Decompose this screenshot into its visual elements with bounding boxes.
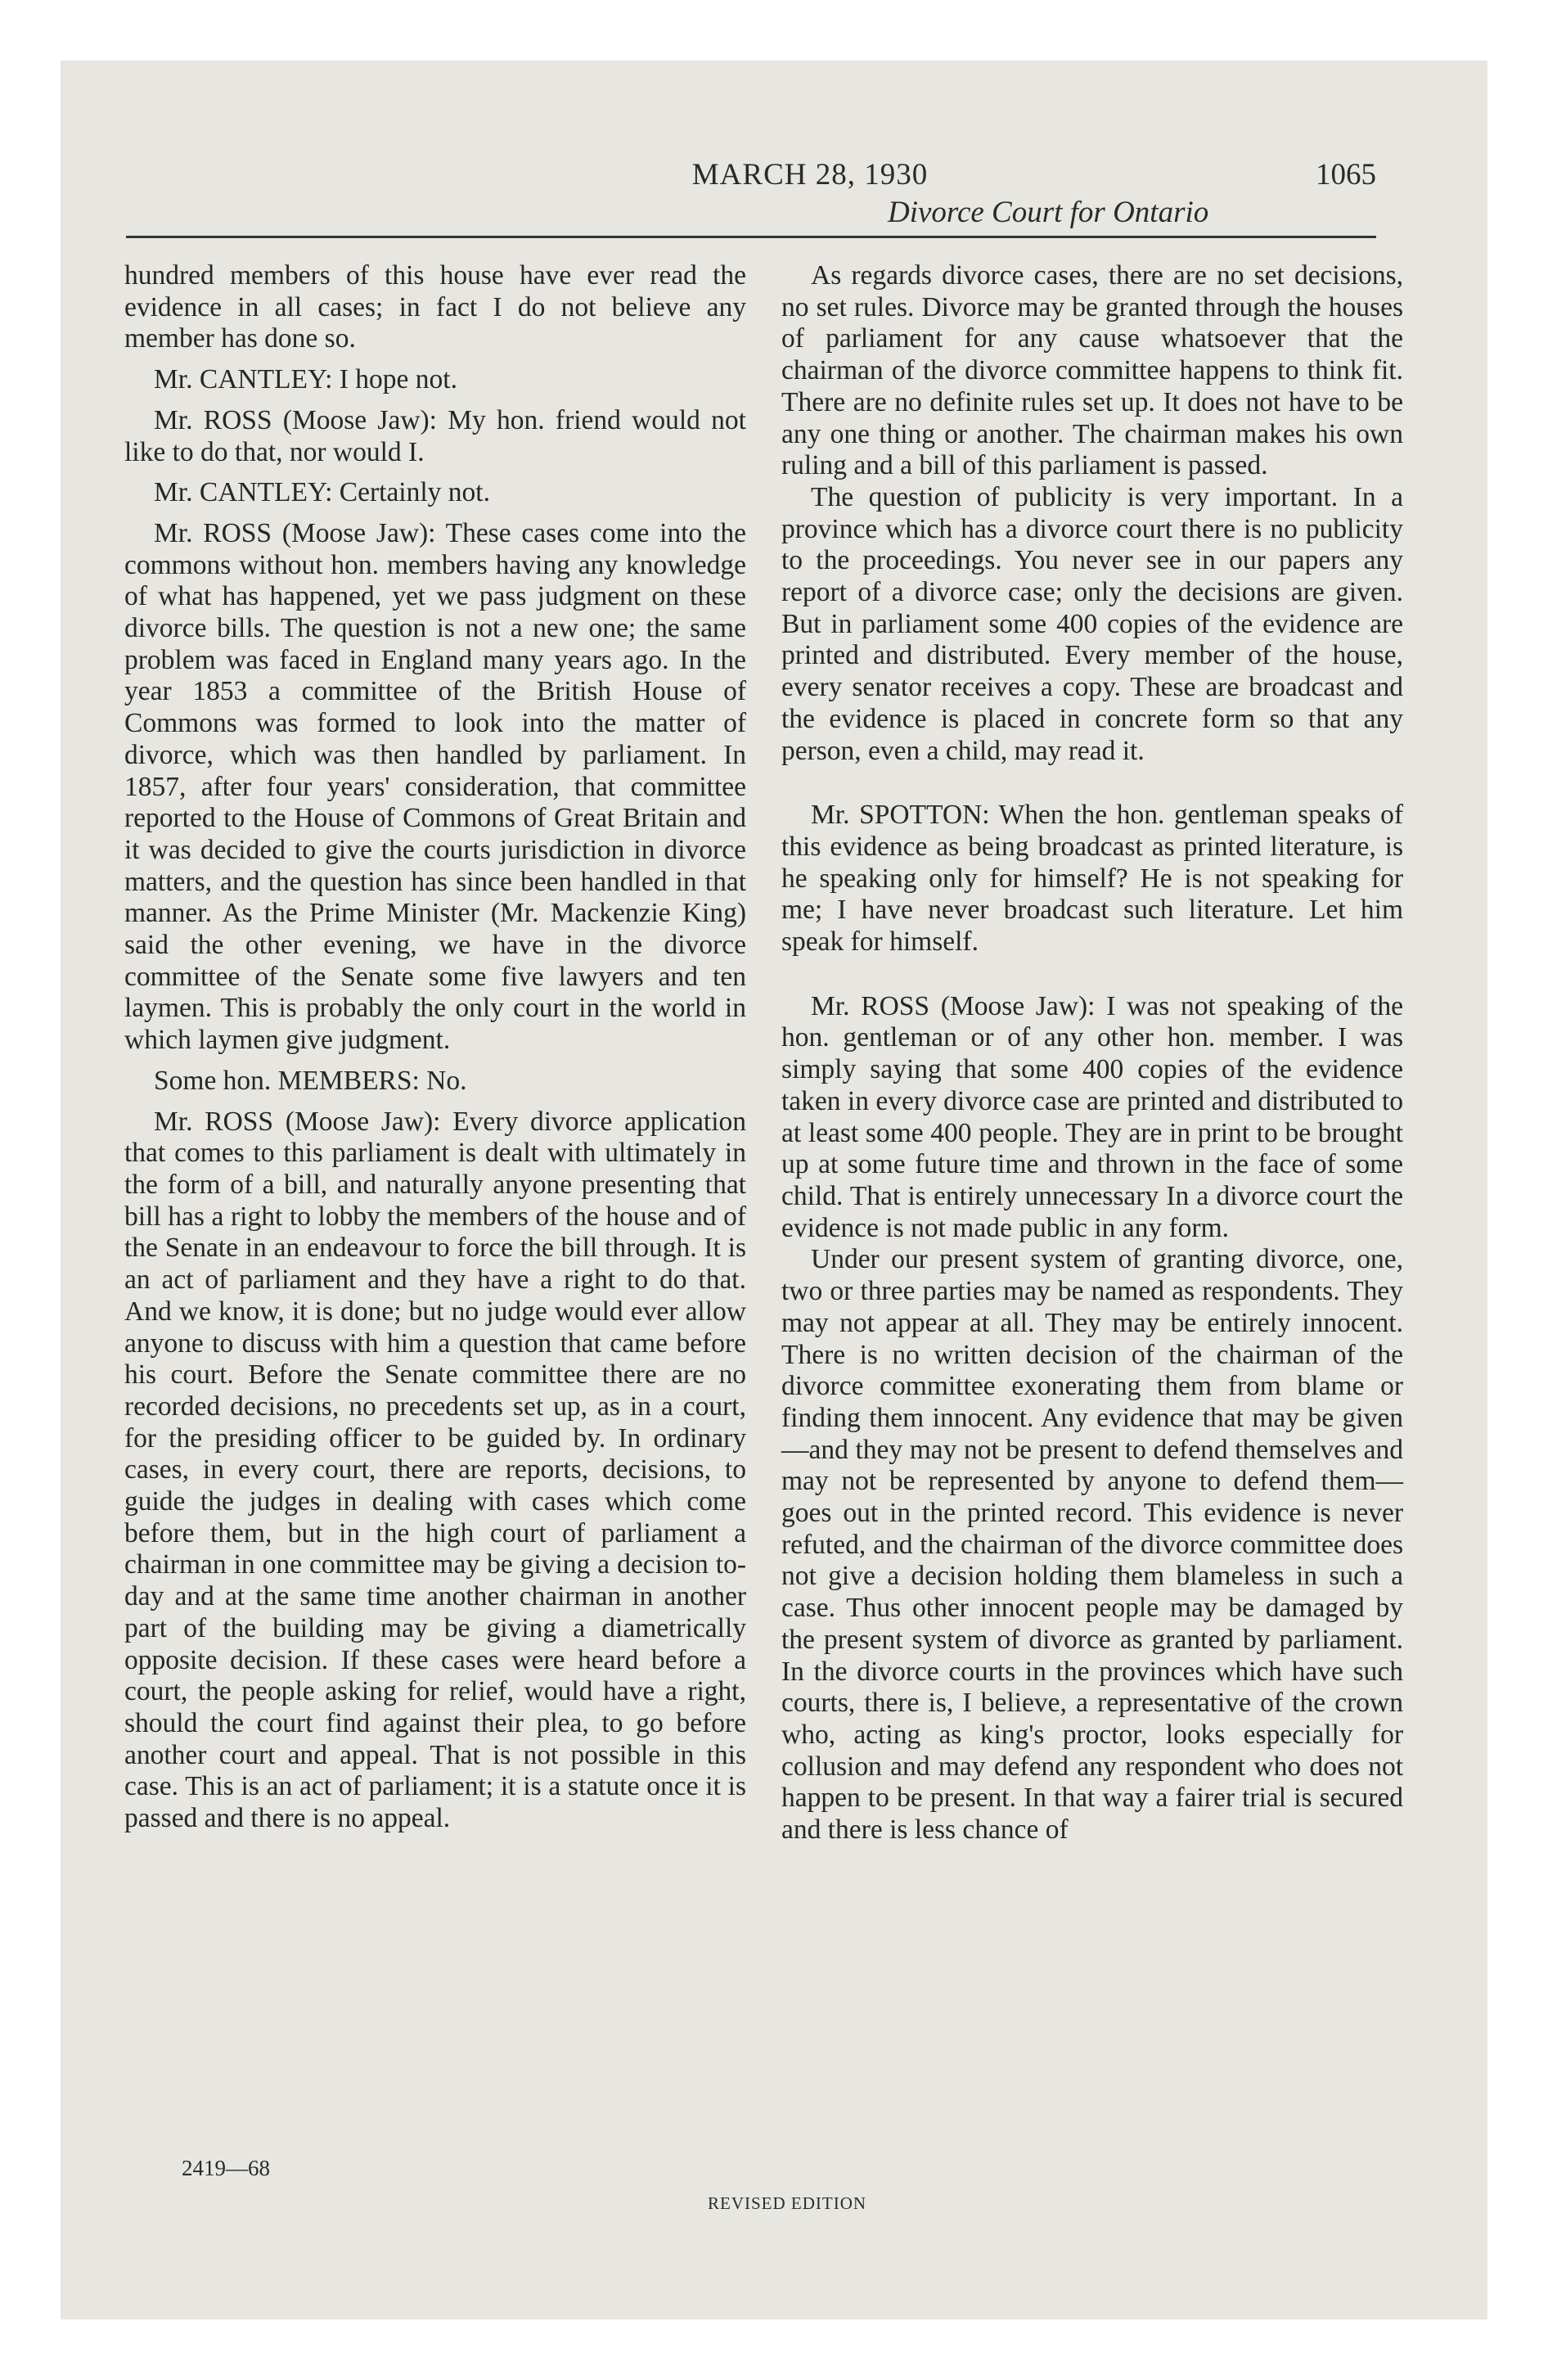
paragraph: Some hon. MEMBERS: No.	[154, 1065, 467, 1096]
paragraph: The question of publicity is very important. In a province which has a divorce court there is no publicity to the proceedings. You never see in our papers any report of a divorce case; only the decisions are given. But in parliament some 400 copies of the evidence are printed and distributed. Every member of the house, every senator receives a copy. These are broadcast and the evidence is placed in concrete form so that any person, even a child, may read it.	[781, 481, 1403, 766]
right-column	[781, 260, 1403, 1846]
paragraph: Mr. ROSS (Moose Jaw): I was not speaking of the hon. gentleman or of any other hon. member. I was simply saying that some 400 copies of the evidence taken in every divorce case are printed and distributed to at least some 400 people. They are in print to be brought up at some future time and thrown in the face of some child. That is entirely unnecessary In a divorce court the evidence is not made public in any form.	[781, 990, 1403, 1243]
paragraph: Mr. CANTLEY: Certainly not.	[154, 477, 490, 508]
header-date: MARCH 28, 1930	[691, 158, 929, 192]
left-column	[124, 260, 746, 1835]
paragraph: As regards divorce cases, there are no set decisions, no set rules. Divorce may be granted through the houses of parliament for any cause whatsoever that the chairman of the divorce committee happens to think fit. There are no definite rules set up. It does not have to be any one thing or another. The chairman makes his own ruling and a bill of this parliament is passed.	[781, 260, 1403, 481]
paragraph: Under our present system of granting divorce, one, two or three parties may be named as respondents. They may not appear at all. They may be entirely innocent. There is no written decision of the chairman of the divorce committee exonerating them from blame or finding them innocent. Any evidence that may be given—and they may not be present to defend themselves and may not be represented by anyone to defend them—goes out in the printed record. This evidence is never refuted, and the chairman of the divorce committee does not give a decision holding them blameless in such a case. Thus other innocent people may be damaged by the present system of divorce as granted by parliament. In the divorce courts in the provinces which have such courts, there is, I believe, a representative of the crown who, acting as king's proctor, looks especially for collusion and may defend any respondent who does not happen to be present. In that way a fairer trial is secured and there is less chance of	[781, 1244, 1403, 1846]
paragraph: hundred members of this house have ever read the evidence in all cases; in fact I do not believe any member has done so.	[124, 260, 746, 354]
paragraph: Mr. CANTLEY: I hope not.	[154, 364, 457, 395]
paragraph: Mr. ROSS (Moose Jaw): These cases come into the commons without hon. members having any knowledge of what has happened, yet we pass judgment on these divorce bills. The question is not a new one; the same problem was faced in England many years ago. In the year 1853 a committee of the British House of Commons was formed to look into the matter of divorce, which was then handled by parliament. In 1857, after four years' consideration, that committee reported to the House of Commons of Great Britain and it was decided to give the courts jurisdiction in divorce matters, and the question has since been handled in that manner. As the Prime Minister (Mr. Mackenzie King) said the other evening, we have in the divorce committee of the Senate some five lawyers and ten laymen. This is probably the only court in the world in which laymen give judgment.	[124, 517, 746, 1056]
paragraph: Mr. SPOTTON: When the hon. gentleman speaks of this evidence as being broadcast as printed literature, is he speaking only for himself? He is not speaking for me; I have never broadcast such literature. Let him speak for himself.	[781, 800, 1403, 958]
running-head: Divorce Court for Ontario	[888, 196, 1209, 229]
header-rule	[126, 236, 1376, 238]
paragraph: Mr. ROSS (Moose Jaw): Every divorce application that comes to this parliament is dealt with ultimately in the form of a bill, and naturally anyone presenting that bill has a right to lobby the members of the house and of the Senate in an endeavour to force the bill through. It is an act of parliament and they have a right to do that. And we know, it is done; but no judge would ever allow anyone to discuss with him a question that came before his court. Before the Senate committee there are no recorded decisions, no precedents set up, as in a court, for the presiding officer to be guided by. In ordinary cases, in every court, there are reports, decisions, to guide the judges in dealing with cases which come before them, but in the high court of parliament a chairman in one committee may be giving a decision to-day and at the same time another chairman in another part of the building may be giving a diametrically opposite decision. If these cases were heard before a court, the people asking for relief, would have a right, should the court find against their plea, to go before another court and appeal. That is not possible in this case. This is an act of parliament; it is a statute once it is passed and there is no appeal.	[124, 1106, 746, 1834]
footer-code: 2419—68	[182, 2156, 270, 2180]
paragraph: Mr. ROSS (Moose Jaw): My hon. friend would not like to do that, nor would I.	[124, 404, 746, 467]
footer-edition: REVISED EDITION	[708, 2193, 867, 2213]
page-number: 1065	[1316, 158, 1376, 192]
